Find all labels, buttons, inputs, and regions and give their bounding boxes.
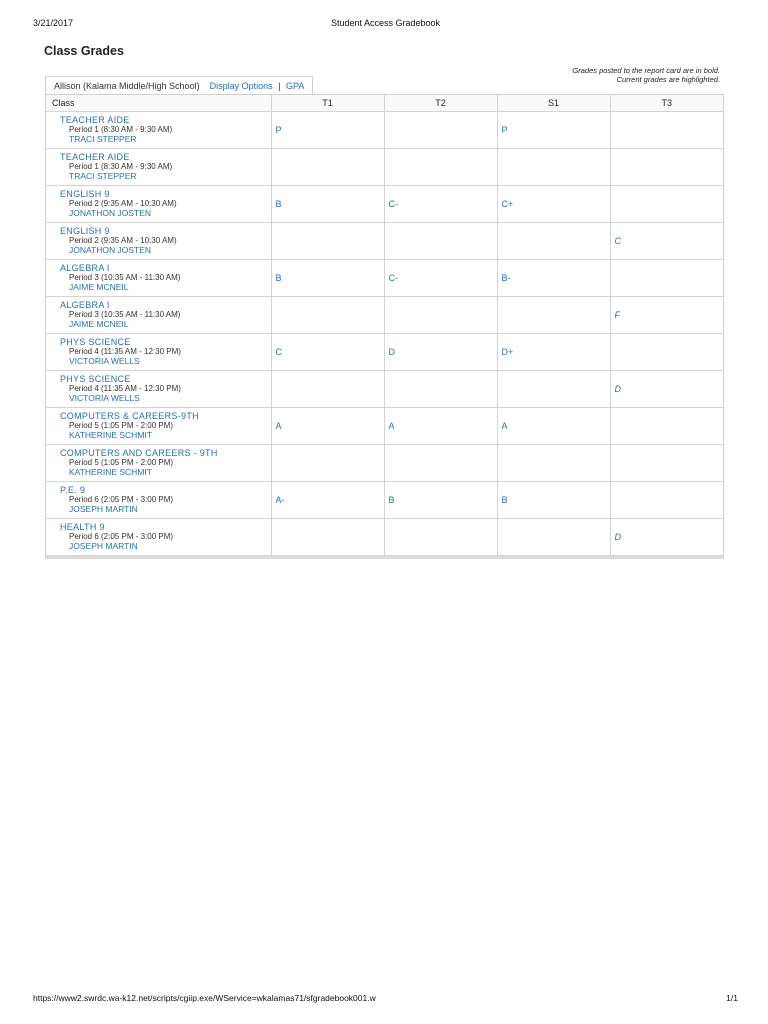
column-header-t1: T1: [271, 95, 384, 112]
grade-cell-s1: [497, 371, 610, 408]
student-name: Allison (Kalama Middle/High School): [54, 81, 200, 91]
course-link[interactable]: TEACHER AIDE: [60, 151, 130, 162]
course-link[interactable]: ALGEBRA I: [60, 262, 110, 273]
period-time: Period 4 (11:35 AM - 12:30 PM): [69, 384, 181, 394]
class-cell: [46, 482, 271, 519]
grade-legend-note: [460, 66, 720, 84]
grade-cell-t3[interactable]: D: [610, 519, 723, 556]
print-title: Student Access Gradebook: [330, 18, 441, 28]
grade-cell-s1[interactable]: C+: [497, 186, 610, 223]
course-link[interactable]: TEACHER AIDE: [60, 114, 130, 125]
course-link[interactable]: ALGEBRA I: [60, 299, 110, 310]
grade-cell-t2[interactable]: A: [384, 408, 497, 445]
grade-cell-s1: [497, 149, 610, 186]
grade-cell-t3: [610, 482, 723, 519]
table-row: [46, 149, 723, 186]
teacher-link[interactable]: KATHERINE SCHMIT: [69, 429, 152, 440]
print-footer: [33, 993, 738, 1005]
teacher-link[interactable]: JAIME MCNEIL: [69, 318, 129, 329]
grade-cell-t1[interactable]: P: [271, 112, 384, 149]
grade-cell-t2[interactable]: D: [384, 334, 497, 371]
column-header-t3: T3: [610, 95, 723, 112]
grade-cell-t3[interactable]: F: [610, 297, 723, 334]
period-time: Period 6 (2:05 PM - 3:00 PM): [69, 532, 174, 542]
grades-table: [45, 94, 724, 559]
table-row: [46, 297, 723, 334]
grade-cell-t1[interactable]: B: [271, 260, 384, 297]
teacher-link[interactable]: TRACI STEPPER: [69, 133, 137, 144]
period-time: Period 3 (10:35 AM - 11:30 AM): [69, 310, 181, 320]
course-link[interactable]: P.E. 9: [60, 484, 86, 495]
period-time: Period 3 (10:35 AM - 11:30 AM): [69, 273, 181, 283]
course-link[interactable]: HEALTH 9: [60, 521, 105, 532]
legend-bold-note: Grades posted to the report card are in bold.: [572, 66, 720, 75]
gpa-link[interactable]: GPA: [286, 81, 305, 91]
course-link[interactable]: PHYS SCIENCE: [60, 336, 131, 347]
page-title: Class Grades: [44, 44, 124, 58]
course-link[interactable]: COMPUTERS AND CAREERS - 9TH: [60, 447, 218, 458]
class-cell: [46, 519, 271, 556]
grade-cell-t1[interactable]: A: [271, 408, 384, 445]
grade-cell-s1: [497, 445, 610, 482]
table-row: [46, 371, 723, 408]
class-cell: [46, 149, 271, 186]
class-cell: [46, 445, 271, 482]
table-row: [46, 112, 723, 149]
period-time: Period 5 (1:05 PM - 2:00 PM): [69, 458, 174, 468]
grade-cell-t1: [271, 223, 384, 260]
period-time: Period 1 (8:30 AM - 9:30 AM): [69, 162, 173, 172]
grade-cell-t3: [610, 186, 723, 223]
table-row: [46, 408, 723, 445]
table-row: [46, 260, 723, 297]
table-row: [46, 334, 723, 371]
grade-cell-t2: [384, 112, 497, 149]
table-row: [46, 223, 723, 260]
class-cell: [46, 408, 271, 445]
class-cell: [46, 186, 271, 223]
period-time: Period 2 (9:35 AM - 10:30 AM): [69, 199, 177, 209]
page-number: 1/1: [726, 993, 738, 1003]
grade-cell-s1: [497, 519, 610, 556]
grade-cell-t1[interactable]: B: [271, 186, 384, 223]
grade-cell-t3: [610, 112, 723, 149]
page-url: https://www2.swrdc.wa-k12.net/scripts/cgiip.exe/WService=wkalamas71/sfgradebook001.w: [33, 993, 376, 1003]
teacher-link[interactable]: VICTORIA WELLS: [69, 355, 140, 366]
period-time: Period 2 (9:35 AM - 10:30 AM): [69, 236, 177, 246]
period-time: Period 4 (11:35 AM - 12:30 PM): [69, 347, 181, 357]
grade-cell-s1: [497, 223, 610, 260]
grade-cell-s1[interactable]: B-: [497, 260, 610, 297]
teacher-link[interactable]: JOSEPH MARTIN: [69, 540, 138, 551]
teacher-link[interactable]: JAIME MCNEIL: [69, 281, 129, 292]
print-header: [33, 18, 738, 32]
grade-cell-t3[interactable]: D: [610, 371, 723, 408]
student-options-bar: [45, 76, 313, 95]
display-options-link[interactable]: Display Options: [209, 81, 273, 91]
grade-cell-t2: [384, 149, 497, 186]
table-row: [46, 445, 723, 482]
table-row: [46, 186, 723, 223]
table-row: [46, 482, 723, 519]
table-header-row: [46, 95, 723, 112]
grade-cell-s1[interactable]: A: [497, 408, 610, 445]
grade-cell-t2: [384, 371, 497, 408]
course-link[interactable]: ENGLISH 9: [60, 188, 110, 199]
grade-cell-s1[interactable]: D+: [497, 334, 610, 371]
grade-cell-t3: [610, 149, 723, 186]
grade-cell-t3: [610, 260, 723, 297]
teacher-link[interactable]: JONATHON JOSTEN: [69, 244, 152, 255]
grade-cell-t2: [384, 223, 497, 260]
grade-cell-t1: [271, 297, 384, 334]
grade-cell-t3: [610, 445, 723, 482]
teacher-link[interactable]: VICTORIA WELLS: [69, 392, 140, 403]
class-cell: [46, 260, 271, 297]
class-cell: [46, 334, 271, 371]
grade-cell-t1: [271, 371, 384, 408]
grade-cell-t2: [384, 445, 497, 482]
column-header-t2: T2: [384, 95, 497, 112]
grade-cell-t2[interactable]: C-: [384, 260, 497, 297]
column-header-s1: S1: [497, 95, 610, 112]
course-link[interactable]: PHYS SCIENCE: [60, 373, 131, 384]
grade-cell-s1[interactable]: B: [497, 482, 610, 519]
grade-cell-t2: [384, 297, 497, 334]
grade-cell-t1[interactable]: C: [271, 334, 384, 371]
grade-cell-t3: [610, 408, 723, 445]
legend-highlight-note: Current grades are highlighted.: [616, 75, 720, 84]
teacher-link[interactable]: KATHERINE SCHMIT: [69, 466, 152, 477]
grade-cell-t1: [271, 519, 384, 556]
grade-cell-s1[interactable]: P: [497, 112, 610, 149]
grade-cell-t3[interactable]: C: [610, 223, 723, 260]
grade-cell-t2[interactable]: B: [384, 482, 497, 519]
class-cell: [46, 371, 271, 408]
grade-cell-t2: [384, 519, 497, 556]
separator: |: [278, 81, 281, 91]
period-time: Period 5 (1:05 PM - 2:00 PM): [69, 421, 174, 431]
class-cell: [46, 223, 271, 260]
class-cell: [46, 112, 271, 149]
grade-cell-t1[interactable]: A-: [271, 482, 384, 519]
teacher-link[interactable]: TRACI STEPPER: [69, 170, 137, 181]
grade-cell-s1: [497, 297, 610, 334]
teacher-link[interactable]: JOSEPH MARTIN: [69, 503, 138, 514]
grade-cell-t3: [610, 334, 723, 371]
table-row: [46, 519, 723, 556]
period-time: Period 6 (2:05 PM - 3:00 PM): [69, 495, 174, 505]
teacher-link[interactable]: JONATHON JOSTEN: [69, 207, 152, 218]
class-cell: [46, 297, 271, 334]
period-time: Period 1 (8:30 AM - 9:30 AM): [69, 125, 173, 135]
grade-cell-t1: [271, 445, 384, 482]
print-date: 3/21/2017: [33, 18, 74, 28]
grade-cell-t1: [271, 149, 384, 186]
course-link[interactable]: ENGLISH 9: [60, 225, 110, 236]
course-link[interactable]: COMPUTERS & CAREERS-9TH: [60, 410, 199, 421]
grade-cell-t2[interactable]: C-: [384, 186, 497, 223]
column-header-class: Class: [46, 95, 271, 112]
